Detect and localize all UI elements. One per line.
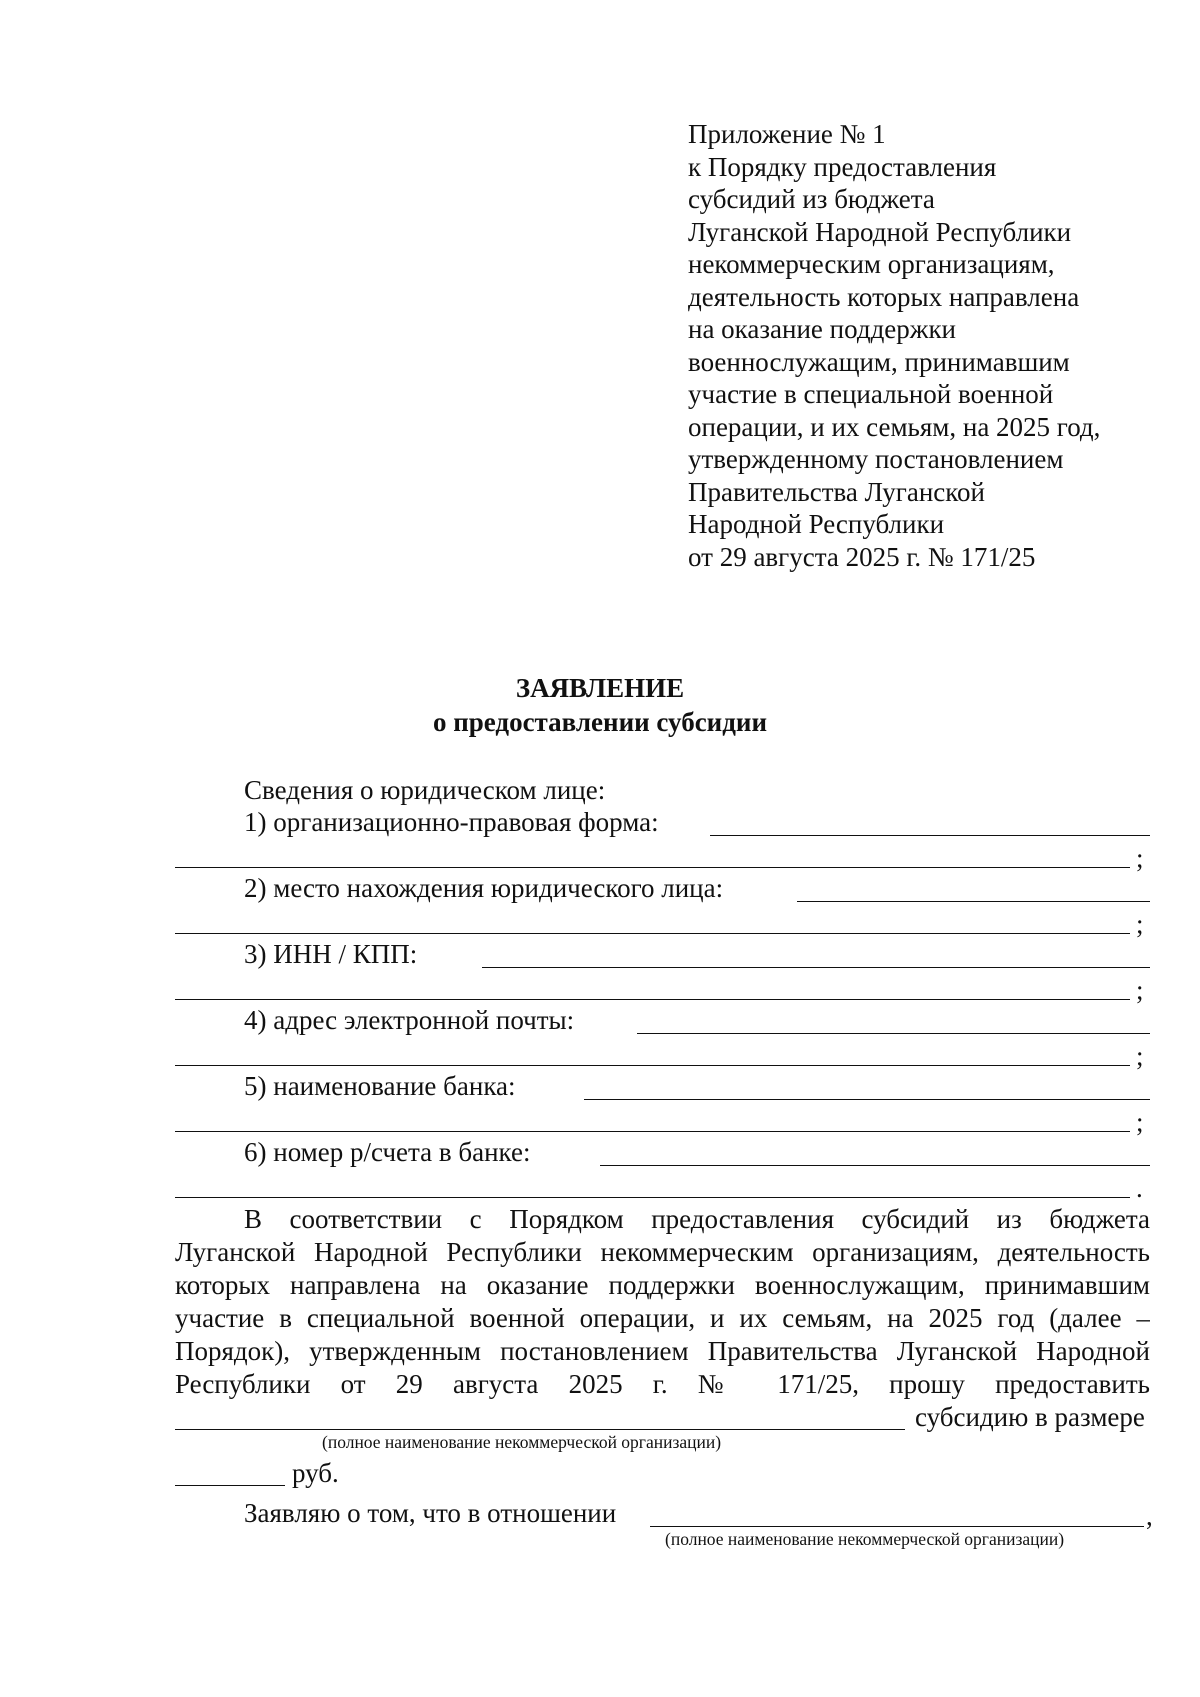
bank-input-line[interactable] — [584, 1099, 1150, 1100]
document-title: ЗАЯВЛЕНИЕ — [515, 673, 685, 703]
subsidy-suffix: субсидию в размере — [915, 1402, 1145, 1432]
org-name-caption: (полное наименование некоммерческой организации) — [322, 1432, 722, 1452]
declare-org-input-line[interactable] — [650, 1526, 1144, 1527]
location-input-line-2[interactable] — [175, 933, 1130, 934]
inn-kpp-input-line[interactable] — [482, 967, 1150, 968]
annex-line: деятельность которых направлена — [688, 281, 1080, 312]
annex-line: военнослужащим, принимавшим — [688, 346, 1070, 377]
annex-line: Приложение № 1 — [688, 119, 886, 149]
annex-line: субсидий из бюджета — [688, 184, 935, 214]
bank-input-line-2[interactable] — [175, 1131, 1130, 1132]
field-label-account: 6) номер р/счета в банке: — [244, 1137, 531, 1167]
paragraph-line: Луганской Народной Республики некоммерческим организациям, деятельность — [175, 1237, 1150, 1267]
annex-block — [688, 118, 1168, 573]
declare-org-caption: (полное наименование некоммерческой организации) — [665, 1529, 1065, 1549]
document-subtitle: о предоставлении субсидии — [432, 707, 768, 737]
paragraph-line: Порядок), утвержденным постановлением Правительства Луганской Народной — [175, 1336, 1150, 1366]
annex-line: к Порядку предоставления — [688, 151, 997, 182]
annex-line: от 29 августа 2025 г. № 171/25 — [688, 541, 1036, 572]
paragraph-line: Республики от 29 августа 2025 г. № 171/25, прошу предоставить — [175, 1369, 1150, 1399]
paragraph-line: В соответствии с Порядком предоставления субсидий из бюджета — [244, 1204, 1150, 1234]
annex-line: Правительства Луганской — [688, 476, 985, 507]
field-label-legal-form: 1) организационно-правовая форма: — [244, 807, 659, 837]
email-input-line[interactable] — [637, 1033, 1150, 1034]
field-label-email: 4) адрес электронной почты: — [244, 1005, 575, 1035]
legal-form-input-line-2[interactable] — [175, 867, 1130, 868]
location-input-line[interactable] — [797, 901, 1150, 902]
field-end-mark: . — [1136, 1173, 1143, 1203]
field-label-inn-kpp: 3) ИНН / КПП: — [244, 939, 418, 969]
amount-input-line[interactable] — [175, 1485, 285, 1486]
annex-line: участие в специальной военной — [688, 379, 1054, 409]
field-end-mark: ; — [1136, 1107, 1144, 1137]
field-label-bank: 5) наименование банка: — [244, 1071, 516, 1101]
account-input-line[interactable] — [600, 1165, 1150, 1166]
rub-label: руб. — [292, 1458, 339, 1488]
field-label-location: 2) место нахождения юридического лица: — [244, 873, 724, 903]
paragraph-line: участие в специальной военной операции, и их семьям, на 2025 год (далее – — [175, 1303, 1150, 1333]
legal-entity-heading: Сведения о юридическом лице: — [244, 775, 606, 805]
inn-kpp-input-line-2[interactable] — [175, 999, 1130, 1000]
declare-end-mark: , — [1146, 1501, 1153, 1531]
annex-line: Народной Республики — [688, 509, 945, 539]
annex-line: утвержденному постановлением — [688, 444, 1064, 474]
field-end-mark: ; — [1136, 909, 1144, 939]
declare-text: Заявляю о том, что в отношении — [244, 1498, 617, 1528]
legal-form-input-line[interactable] — [710, 835, 1150, 836]
field-end-mark: ; — [1136, 1041, 1144, 1071]
field-end-mark: ; — [1136, 975, 1144, 1005]
email-input-line-2[interactable] — [175, 1065, 1130, 1066]
org-name-input-line[interactable] — [175, 1429, 905, 1430]
annex-line: Луганской Народной Республики — [688, 216, 1072, 247]
account-input-line-2[interactable] — [175, 1197, 1130, 1198]
paragraph-line: которых направлена на оказание поддержки военнослужащим, принимавшим — [175, 1270, 1150, 1300]
annex-line: некоммерческим организациям, — [688, 249, 1055, 279]
annex-line: на оказание поддержки — [688, 314, 957, 344]
annex-line: операции, и их семьям, на 2025 год, — [688, 411, 1101, 442]
field-end-mark: ; — [1136, 843, 1144, 873]
